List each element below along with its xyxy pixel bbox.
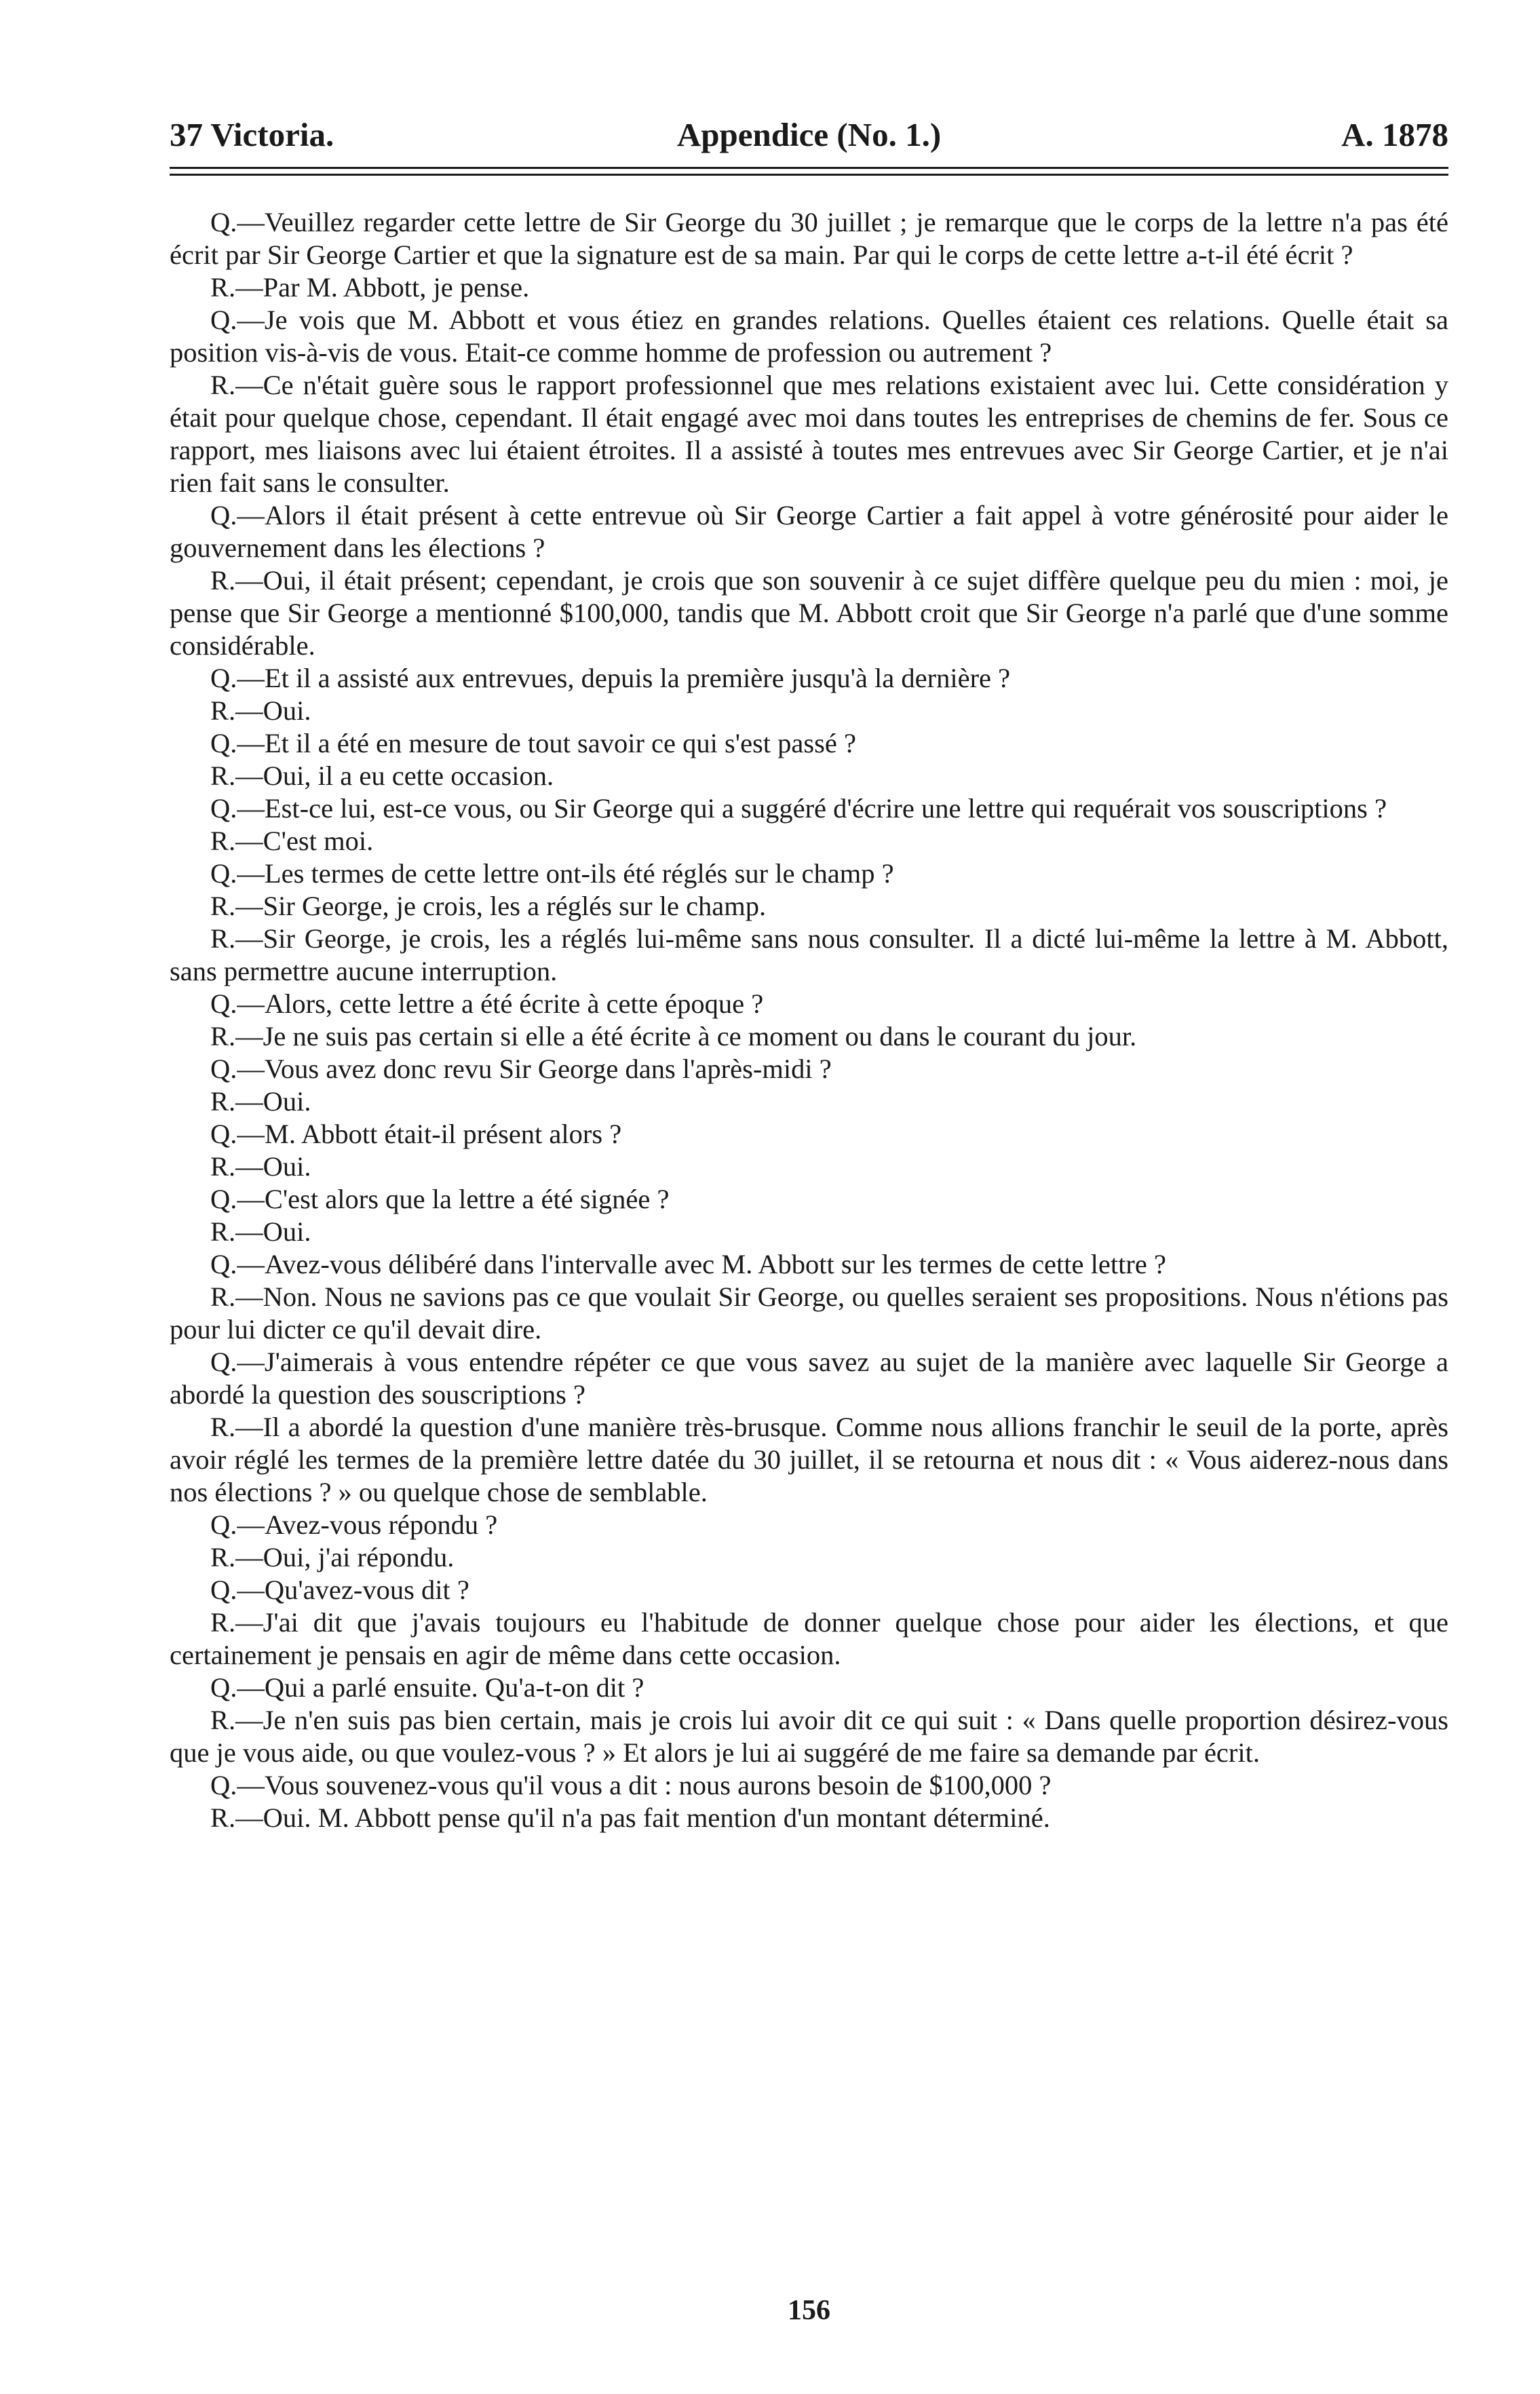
testimony-paragraph: R.—Sir George, je crois, les a réglés sur le champ. bbox=[210, 891, 767, 921]
testimony-text bbox=[170, 206, 1448, 1834]
testimony-paragraph: Q.—Avez-vous répondu ? bbox=[210, 1509, 498, 1540]
header-year: A. 1878 bbox=[1341, 116, 1448, 153]
testimony-paragraph: Q.—Vous avez donc revu Sir George dans l'après-midi ? bbox=[210, 1054, 832, 1084]
rule-bottom bbox=[170, 174, 1448, 176]
testimony-paragraph: R.—Non. Nous ne savions pas ce que voulait Sir George, ou quelles seraient ses propositions. Nous n'étions pas pour lui dicter ce qu'il devait dire. bbox=[170, 1281, 1448, 1345]
testimony-paragraph: R.—Je n'en suis pas bien certain, mais je crois lui avoir dit ce qui suit : « Dans quelle proportion désirez-vous que je vous aide, ou que voulez-vous ? » Et alors je lui ai suggéré de me faire sa demande par écrit. bbox=[170, 1705, 1448, 1768]
testimony-paragraph: R.—Oui. bbox=[210, 1216, 311, 1247]
page-number: 156 bbox=[788, 2295, 830, 2326]
testimony-paragraph: Q.—Veuillez regarder cette lettre de Sir George du 30 juillet ; je remarque que le corps de la lettre n'a pas été écrit par Sir George Cartier et que la signature est de sa main. Par qui le corps de cette lettre a-t-il été écrit ? bbox=[170, 207, 1448, 270]
testimony-paragraph: R.—J'ai dit que j'avais toujours eu l'habitude de donner quelque chose pour aider les élections, et que certainement je pensais en agir de même dans cette occasion. bbox=[170, 1607, 1448, 1670]
testimony-paragraph: Q.—M. Abbott était-il présent alors ? bbox=[210, 1119, 622, 1149]
document-page bbox=[170, 102, 1448, 2354]
testimony-paragraph: Q.—Alors, cette lettre a été écrite à cette époque ? bbox=[210, 988, 764, 1019]
testimony-paragraph: Q.—Et il a été en mesure de tout savoir ce qui s'est passé ? bbox=[210, 728, 857, 758]
testimony-paragraph: Q.—C'est alors que la lettre a été signée ? bbox=[210, 1184, 670, 1214]
testimony-paragraph: Q.—Alors il était présent à cette entrevue où Sir George Cartier a fait appel à votre générosité pour aider le gouvernement dans les élections ? bbox=[170, 500, 1448, 563]
testimony-paragraph: R.—Oui, il a eu cette occasion. bbox=[210, 760, 554, 791]
testimony-paragraph: R.—Oui. M. Abbott pense qu'il n'a pas fait mention d'un montant déterminé. bbox=[210, 1802, 1050, 1833]
header-double-rule bbox=[170, 167, 1448, 186]
testimony-paragraph: R.—Oui, il était présent; cependant, je crois que son souvenir à ce sujet diffère quelque peu du mien : moi, je pense que Sir George a mentionné $100,000, tandis que M. Abbott croit que Sir George n'a parlé que d'une somme considérable. bbox=[170, 565, 1448, 661]
testimony-paragraph: R.—C'est moi. bbox=[210, 826, 374, 856]
testimony-paragraph: Q.—Vous souvenez-vous qu'il vous a dit : nous aurons besoin de $100,000 ? bbox=[210, 1770, 1052, 1800]
testimony-paragraph: Q.—Qu'avez-vous dit ? bbox=[210, 1575, 469, 1605]
testimony-paragraph: R.—Oui, j'ai répondu. bbox=[210, 1542, 455, 1572]
testimony-paragraph: R.—Sir George, je crois, les a réglés lui-même sans nous consulter. Il a dicté lui-même la lettre à M. Abbott, sans permettre aucune interruption. bbox=[170, 923, 1448, 986]
testimony-paragraph: R.—Oui. bbox=[210, 1086, 311, 1117]
testimony-paragraph: Q.—Je vois que M. Abbott et vous étiez en grandes relations. Quelles étaient ces relations. Quelle était sa position vis-à-vis de vous. Etait-ce comme homme de profession ou autrement ? bbox=[170, 305, 1448, 368]
testimony-paragraph: Q.—J'aimerais à vous entendre répéter ce que vous savez au sujet de la manière avec laquelle Sir George a abordé la question des souscriptions ? bbox=[170, 1347, 1448, 1410]
testimony-paragraph: Q.—Les termes de cette lettre ont-ils été réglés sur le champ ? bbox=[210, 858, 894, 889]
testimony-paragraph: Q.—Est-ce lui, est-ce vous, ou Sir George qui a suggéré d'écrire une lettre qui requérait vos souscriptions ? bbox=[210, 793, 1387, 824]
testimony-paragraph: Q.—Qui a parlé ensuite. Qu'a-t-on dit ? bbox=[210, 1672, 644, 1703]
header-appendix: Appendice (No. 1.) bbox=[676, 116, 942, 153]
testimony-paragraph: R.—Oui. bbox=[210, 1151, 311, 1182]
testimony-paragraph: R.—Ce n'était guère sous le rapport professionnel que mes relations existaient avec lui. Cette considération y était pour quelque chose, cependant. Il était engagé avec moi dans toutes les entreprises de chemins de fer. Sous ce rapport, mes liaisons avec lui étaient étroites. Il a assisté à toutes mes entrevues avec Sir George Cartier, et je n'ai rien fait sans le consulter. bbox=[170, 370, 1448, 498]
testimony-paragraph: R.—Je ne suis pas certain si elle a été écrite à ce moment ou dans le courant du jour. bbox=[210, 1021, 1137, 1051]
testimony-paragraph: R.—Il a abordé la question d'une manière très-brusque. Comme nous allions franchir le seuil de la porte, après avoir réglé les termes de la première lettre datée du 30 juillet, il se retourna et nous dit : « Vous aiderez-nous dans nos élections ? » ou quelque chose de semblable. bbox=[170, 1412, 1448, 1507]
running-header bbox=[170, 102, 1448, 163]
rule-top bbox=[170, 167, 1448, 169]
testimony-paragraph: R.—Oui. bbox=[210, 695, 311, 726]
testimony-paragraph: R.—Par M. Abbott, je pense. bbox=[210, 272, 530, 303]
testimony-paragraph: Q.—Et il a assisté aux entrevues, depuis la première jusqu'à la dernière ? bbox=[210, 663, 1011, 693]
header-session: 37 Victoria. bbox=[170, 116, 334, 153]
testimony-paragraph: Q.—Avez-vous délibéré dans l'intervalle avec M. Abbott sur les termes de cette lettre ? bbox=[210, 1249, 1166, 1279]
